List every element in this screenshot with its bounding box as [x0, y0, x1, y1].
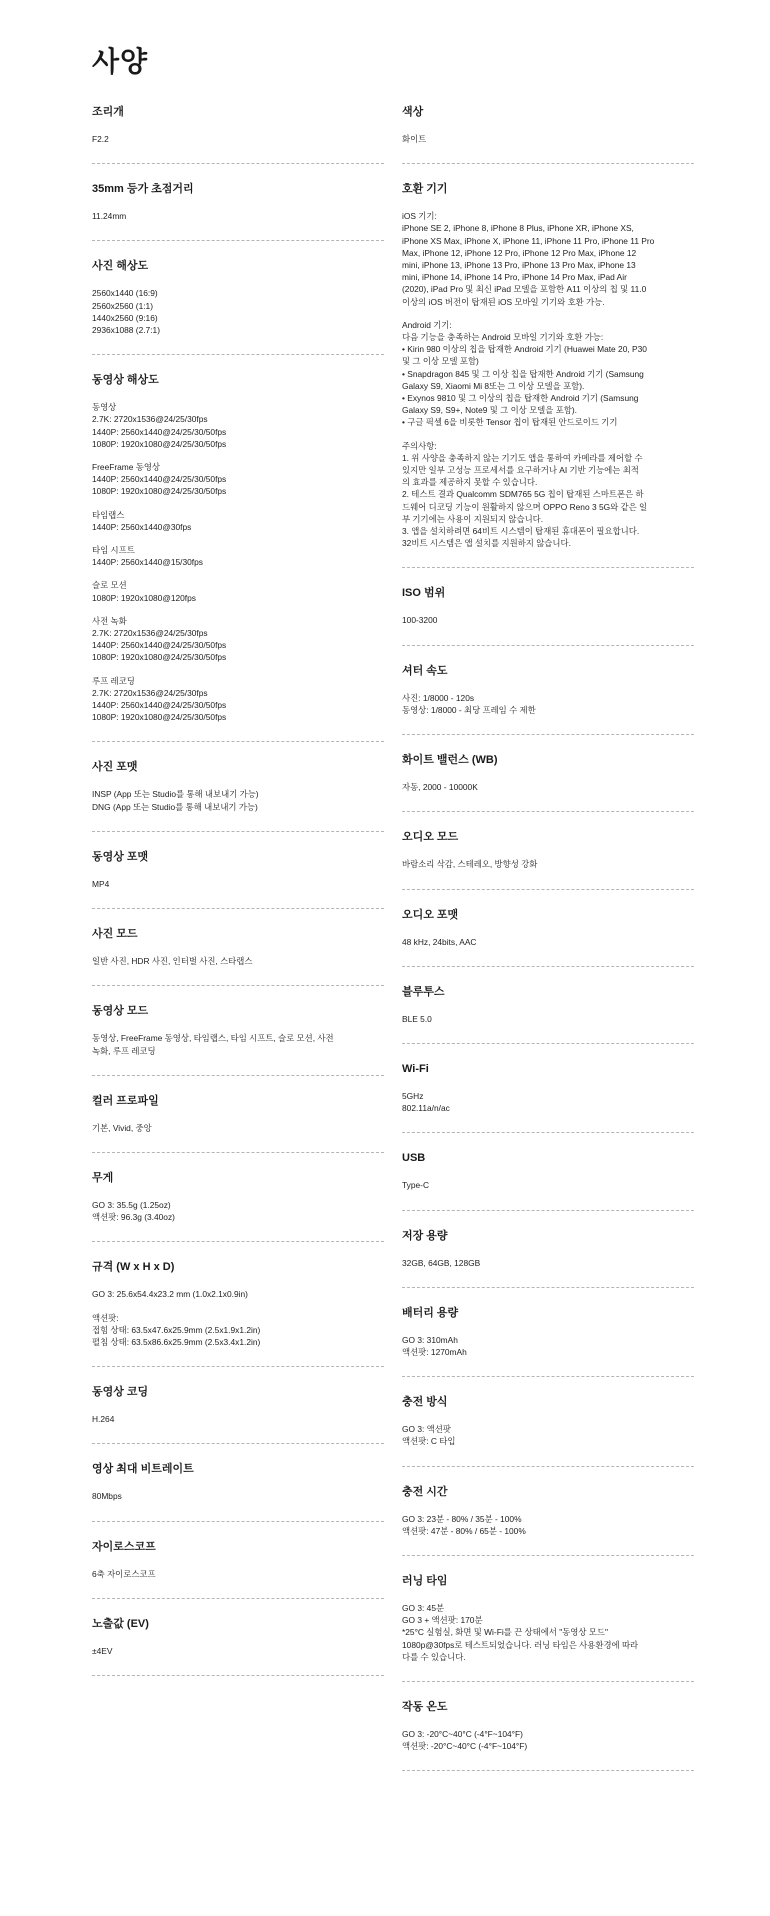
- page-title: 사양: [92, 46, 149, 77]
- spec-value-group: [92, 615, 384, 664]
- spec-value-line: 1080P: 1920x1080@24/25/30/50fps: [92, 652, 227, 663]
- spec-value-line: 액션팟: -20°C~40°C (-4°F~104°F): [402, 1741, 528, 1752]
- spec-value-group: [402, 858, 694, 870]
- spec-value-group: [402, 1602, 694, 1663]
- spec-value-line: H.264: [92, 1414, 115, 1425]
- spec-value-line: Type-C: [402, 1180, 429, 1191]
- spec-value-line: 다를 수 있습니다.: [402, 1651, 466, 1662]
- spec-item: [92, 1004, 384, 1075]
- spec-item: [402, 830, 694, 889]
- spec-value: [92, 1122, 384, 1134]
- spec-value-line: • 구글 픽셀 6을 비롯한 Tensor 칩이 탑재된 안드로이드 기기: [402, 417, 618, 428]
- spec-label: 영상 최대 비트레이트: [92, 1463, 194, 1476]
- spec-value: [92, 1199, 384, 1223]
- spec-item: [402, 1151, 694, 1210]
- spec-value-group: [92, 401, 384, 450]
- spec-label: 사진 해상도: [92, 260, 149, 273]
- spec-value-line: 5GHz: [402, 1090, 424, 1101]
- spec-item: [92, 1385, 384, 1444]
- spec-label: ISO 범위: [402, 587, 446, 600]
- spec-value-line: 주의사항:: [402, 440, 437, 451]
- spec-value-line: Max, iPhone 12, iPhone 12 Pro, iPhone 12 Pro Max, iPhone 12: [402, 247, 637, 258]
- spec-label: 오디오 포맷: [402, 908, 459, 921]
- spec-value-line: 드웨어 디코딩 기능이 원활하지 않으며 OPPO Reno 3 5G와 같은 일: [402, 501, 648, 512]
- spec-value-line: 2560x2560 (1:1): [92, 300, 153, 311]
- spec-value-line: 2936x1088 (2.7:1): [92, 325, 160, 336]
- spec-value-group: [402, 1728, 694, 1752]
- spec-label: 충전 방식: [402, 1396, 448, 1409]
- spec-value-line: GO 3: 45분: [402, 1602, 445, 1613]
- spec-value-group: [92, 955, 384, 967]
- spec-label: 충전 시간: [402, 1485, 448, 1498]
- spec-value-line: 2.7K: 2720x1536@24/25/30fps: [92, 414, 208, 425]
- spec-value-group: [92, 1122, 384, 1134]
- spec-value-group: [92, 210, 384, 222]
- spec-value: [402, 858, 694, 870]
- spec-item: [92, 1171, 384, 1242]
- spec-value-line: 부 기기에는 사용이 지원되지 않습니다.: [402, 513, 544, 524]
- spec-value-line: 1080P: 1920x1080@24/25/30/50fps: [92, 486, 227, 497]
- spec-value: [402, 1423, 694, 1447]
- spec-value-line: 자동, 2000 - 10000K: [402, 782, 478, 793]
- spec-value-group: [92, 1568, 384, 1580]
- spec-value-group: [402, 1513, 694, 1537]
- spec-item: [92, 373, 384, 742]
- spec-item: [92, 927, 384, 986]
- spec-label: 색상: [402, 106, 424, 118]
- spec-item: [402, 908, 694, 967]
- spec-value-group: [402, 692, 694, 716]
- spec-value: [92, 955, 384, 967]
- spec-value-line: 6축 자이로스코프: [92, 1568, 156, 1579]
- spec-value-group: [402, 133, 694, 145]
- spec-item: [92, 850, 384, 909]
- spec-value-line: 32GB, 64GB, 128GB: [402, 1257, 481, 1268]
- spec-value-line: iPhone SE 2, iPhone 8, iPhone 8 Plus, iPhone XR, iPhone XS,: [402, 223, 634, 234]
- spec-value-group: [92, 1288, 384, 1300]
- spec-value-group: [92, 1413, 384, 1425]
- spec-value-line: 1440P: 2560x1440@15/30fps: [92, 557, 203, 568]
- spec-value-group: [402, 210, 694, 308]
- spec-item: [402, 664, 694, 735]
- spec-value-group: [402, 781, 694, 793]
- spec-value-line: 2. 테스트 결과 Qualcomm SDM765 5G 칩이 탑재된 스마트폰은 하: [402, 489, 644, 500]
- spec-value-line: *25°C 실험실, 화면 및 Wi-Fi를 끈 상태에서 "동영상 모드": [402, 1627, 608, 1638]
- spec-value: [402, 692, 694, 716]
- spec-value-line: BLE 5.0: [402, 1013, 432, 1024]
- spec-item: [402, 586, 694, 645]
- spec-label: 동영상 포맷: [92, 850, 149, 863]
- spec-value: [402, 1179, 694, 1191]
- spec-item: [402, 105, 694, 164]
- spec-value-line: Galaxy S9, Xiaomi Mi 8또는 그 이상 모델을 포함).: [402, 380, 585, 391]
- spec-value-line: (2020), iPad Pro 및 최신 iPad 모델을 포함한 A11 이상의 칩 및 11.0: [402, 284, 647, 295]
- spec-value-line: GO 3: 310mAh: [402, 1334, 458, 1345]
- spec-value: [92, 878, 384, 890]
- spec-label: 작동 온도: [402, 1700, 448, 1713]
- spec-item: [92, 1617, 384, 1676]
- spec-item: [92, 1094, 384, 1153]
- spec-value-line: 11.24mm: [92, 211, 127, 222]
- spec-value: [92, 788, 384, 812]
- spec-value-line: • Kirin 980 이상의 칩을 탑재한 Android 기기 (Huawei Mate 20, P30: [402, 344, 647, 355]
- spec-label: 규격 (W x H x D): [92, 1261, 175, 1274]
- spec-value-line: Galaxy S9, S9+, Note9 및 그 이상 모델을 포함).: [402, 405, 577, 416]
- spec-value-line: 액션팟: C 타입: [402, 1436, 456, 1447]
- spec-item: [402, 1229, 694, 1288]
- spec-item: [92, 1462, 384, 1521]
- spec-value-group: [402, 1334, 694, 1358]
- spec-value-line: 1440P: 2560x1440@24/25/30/50fps: [92, 426, 227, 437]
- spec-value-line: 1440P: 2560x1440@30fps: [92, 521, 192, 532]
- spec-value-line: 1. 위 사양을 충족하지 않는 기기도 앱을 통하여 카메라를 제어할 수: [402, 452, 643, 463]
- spec-item: [92, 182, 384, 241]
- spec-value: [92, 1645, 384, 1657]
- spec-item: [402, 182, 694, 568]
- spec-value-group: [402, 1257, 694, 1269]
- spec-value-line: 1440P: 2560x1440@24/25/30/50fps: [92, 474, 227, 485]
- spec-value-line: iOS 기기:: [402, 211, 437, 222]
- spec-label: 동영상 해상도: [92, 374, 159, 387]
- spec-value-line: 액션팟:: [92, 1312, 119, 1323]
- spec-label: 동영상 코딩: [92, 1386, 149, 1399]
- spec-label: 자이로스코프: [92, 1540, 156, 1553]
- spec-value: [92, 287, 384, 336]
- spec-value-line: 동영상, FreeFrame 동영상, 타임랩스, 타임 시프트, 슬로 모션, 사전: [92, 1033, 334, 1044]
- spec-item: [92, 259, 384, 355]
- spec-value-line: GO 3 + 액션팟: 170분: [402, 1615, 483, 1626]
- spec-value-group: [92, 544, 384, 568]
- spec-item: [402, 1700, 694, 1771]
- spec-value: [402, 210, 694, 549]
- spec-value-line: 접힘 상태: 63.5x47.6x25.9mm (2.5x1.9x1.2in): [92, 1324, 261, 1335]
- spec-value-line: 3. 앱을 설치하려면 64비트 시스템이 탑재된 휴대폰이 필요합니다.: [402, 526, 640, 537]
- spec-value-line: 일반 사진, HDR 사진, 인터벌 사진, 스타랩스: [92, 956, 253, 967]
- spec-value: [92, 210, 384, 222]
- spec-value-line: 액션팟: 1270mAh: [402, 1346, 467, 1357]
- spec-value-group: [92, 133, 384, 145]
- spec-value: [402, 1728, 694, 1752]
- spec-value-line: 1080P: 1920x1080@24/25/30/50fps: [92, 438, 227, 449]
- spec-value-line: 바람소리 삭감, 스테레오, 방향성 강화: [402, 859, 538, 870]
- spec-value-line: 의 효과를 제공하지 못할 수 있습니다.: [402, 477, 538, 488]
- spec-value-line: • Exynos 9810 및 그 이상의 칩을 탑재한 Android 기기 (Samsung: [402, 393, 639, 404]
- spec-value: [402, 1257, 694, 1269]
- spec-value-group: [402, 1090, 694, 1114]
- spec-value: [92, 1032, 384, 1056]
- spec-value-line: 1080p@30fps로 테스트되었습니다. 러닝 타임은 사용환경에 따라: [402, 1639, 639, 1650]
- spec-value-line: Android 기기:: [402, 319, 452, 330]
- spec-value-group: [402, 936, 694, 948]
- spec-value-line: DNG (App 또는 Studio를 통해 내보내기 가능): [92, 801, 258, 812]
- spec-value: [92, 133, 384, 145]
- spec-item: [92, 1540, 384, 1599]
- spec-value-group: [402, 614, 694, 626]
- spec-value-group: [92, 1490, 384, 1502]
- spec-value: [402, 133, 694, 145]
- spec-item: [402, 985, 694, 1044]
- spec-value-line: 80Mbps: [92, 1491, 122, 1502]
- spec-label: 동영상 모드: [92, 1005, 149, 1018]
- spec-value: [402, 1090, 694, 1114]
- spec-label: 사진 모드: [92, 928, 138, 941]
- spec-value-line: GO 3: 23분 - 80% / 35분 - 100%: [402, 1513, 522, 1524]
- spec-value-line: 동영상: 1/8000 - 최당 프레임 수 제한: [402, 704, 536, 715]
- spec-value-line: INSP (App 또는 Studio를 통해 내보내기 가능): [92, 789, 259, 800]
- spec-value-line: 타임 시프트: [92, 545, 135, 556]
- spec-label: 화이트 밸런스 (WB): [402, 754, 498, 767]
- spec-value-line: • Snapdragon 845 및 그 이상 칩을 탑재한 Android 기기 (Samsung: [402, 368, 644, 379]
- spec-value-line: FreeFrame 동영상: [92, 462, 161, 473]
- spec-value-group: [92, 287, 384, 336]
- spec-value-group: [402, 319, 694, 429]
- spec-value-line: 기본, Vivid, 중앙: [92, 1122, 152, 1133]
- spec-label: 노출값 (EV): [92, 1617, 149, 1630]
- spec-value-line: F2.2: [92, 134, 109, 144]
- spec-value-line: 2560x1440 (16:9): [92, 288, 158, 299]
- spec-value-line: GO 3: 액션팟: [402, 1424, 451, 1435]
- spec-value: [92, 1568, 384, 1580]
- spec-label: 셔터 속도: [402, 664, 448, 677]
- spec-value-line: 사전 녹화: [92, 615, 127, 626]
- spec-item: [92, 760, 384, 831]
- spec-value-line: 2.7K: 2720x1536@24/25/30fps: [92, 687, 208, 698]
- spec-value-group: [92, 788, 384, 812]
- spec-item: [402, 1395, 694, 1466]
- spec-value-line: GO 3: 35.5g (1.25oz): [92, 1199, 171, 1210]
- spec-value-line: 액션팟: 96.3g (3.40oz): [92, 1212, 175, 1223]
- spec-label: 조리개: [92, 106, 124, 118]
- spec-value-group: [92, 509, 384, 533]
- spec-value-group: [92, 1199, 384, 1223]
- spec-value-line: 및 그 이상 모델 포함): [402, 356, 479, 367]
- spec-value-line: 있지만 일부 고성능 프로세서를 요구하거나 AI 기반 기능에는 최적: [402, 465, 639, 476]
- spec-value-line: iPhone XS Max, iPhone X, iPhone 11, iPhone 11 Pro, iPhone 11 Pro: [402, 235, 655, 246]
- spec-label: 저장 용량: [402, 1229, 448, 1242]
- spec-value-group: [402, 1423, 694, 1447]
- spec-column-right: [402, 105, 694, 1789]
- spec-value: [402, 614, 694, 626]
- spec-value-line: 다음 기능을 충족하는 Android 모바일 기기와 호환 가능:: [402, 332, 604, 343]
- spec-value-group: [92, 1032, 384, 1056]
- spec-value-line: 녹화, 루프 레코딩: [92, 1045, 156, 1056]
- spec-value: [92, 1288, 384, 1348]
- spec-value-line: 1440P: 2560x1440@24/25/30/50fps: [92, 640, 227, 651]
- spec-value: [92, 1413, 384, 1425]
- spec-value: [402, 1334, 694, 1358]
- spec-value-line: 이상의 iOS 버전이 탑재된 iOS 모바일 기기와 호환 가능.: [402, 296, 605, 307]
- spec-value-group: [92, 675, 384, 724]
- spec-item: [92, 105, 384, 164]
- spec-value-line: 화이트: [402, 134, 427, 144]
- spec-label: 블루투스: [402, 985, 445, 998]
- spec-value-line: ±4EV: [92, 1645, 113, 1656]
- spec-label: 호환 기기: [402, 183, 448, 196]
- spec-item: [402, 753, 694, 812]
- spec-value-group: [402, 440, 694, 550]
- spec-value-line: GO 3: 25.6x54.4x23.2 mm (1.0x2.1x0.9in): [92, 1289, 248, 1300]
- spec-label: USB: [402, 1152, 426, 1165]
- spec-value-line: 100-3200: [402, 615, 438, 626]
- spec-label: 오디오 모드: [402, 831, 459, 844]
- spec-column-left: [92, 105, 384, 1694]
- spec-label: Wi-Fi: [402, 1062, 429, 1075]
- spec-label: 35mm 등가 초점거리: [92, 183, 194, 196]
- spec-value-line: 사진: 1/8000 - 120s: [402, 692, 475, 703]
- spec-value-group: [402, 1013, 694, 1025]
- spec-item: [402, 1485, 694, 1556]
- spec-item: [402, 1062, 694, 1133]
- spec-value-line: 1440x2560 (9:16): [92, 312, 158, 323]
- spec-value-line: 타임랩스: [92, 509, 125, 520]
- spec-value-line: GO 3: -20°C~40°C (-4°F~104°F): [402, 1728, 523, 1739]
- spec-value-line: 2.7K: 2720x1536@24/25/30fps: [92, 628, 208, 639]
- spec-value-group: [92, 579, 384, 603]
- spec-value: [402, 1513, 694, 1537]
- spec-label: 배터리 용량: [402, 1306, 459, 1319]
- spec-value-line: MP4: [92, 878, 110, 889]
- spec-value-line: 동영상: [92, 402, 117, 413]
- spec-value-line: 1080P: 1920x1080@24/25/30/50fps: [92, 712, 227, 723]
- spec-value-group: [402, 1179, 694, 1191]
- spec-value-group: [92, 1312, 384, 1349]
- spec-value-line: mini, iPhone 14, iPhone 14 Pro, iPhone 14 Pro Max, iPad Air: [402, 272, 627, 283]
- spec-value-line: 액션팟: 47분 - 80% / 65분 - 100%: [402, 1525, 526, 1536]
- spec-value-line: 슬로 모션: [92, 580, 127, 591]
- spec-item: [402, 1306, 694, 1377]
- spec-value: [92, 401, 384, 723]
- spec-item: [92, 1260, 384, 1367]
- spec-value-group: [92, 878, 384, 890]
- spec-value-line: 32비트 시스템은 앱 설치를 지원하지 않습니다.: [402, 538, 571, 549]
- spec-label: 러닝 타임: [402, 1574, 448, 1587]
- spec-value: [402, 936, 694, 948]
- spec-value-group: [92, 1645, 384, 1657]
- spec-value-line: 펼침 상태: 63.5x86.6x25.9mm (2.5x3.4x1.2in): [92, 1336, 261, 1347]
- spec-value: [402, 1602, 694, 1663]
- spec-value-group: [92, 461, 384, 498]
- spec-value-line: mini, iPhone 13, iPhone 13 Pro, iPhone 13 Pro Max, iPhone 13: [402, 260, 636, 271]
- spec-value: [402, 1013, 694, 1025]
- spec-label: 무게: [92, 1171, 114, 1184]
- spec-value-line: 루프 레코딩: [92, 675, 135, 686]
- spec-value-line: 48 kHz, 24bits, AAC: [402, 936, 477, 947]
- spec-label: 컬러 프로파일: [92, 1094, 159, 1107]
- spec-value: [92, 1490, 384, 1502]
- spec-value-line: 1440P: 2560x1440@24/25/30/50fps: [92, 700, 227, 711]
- spec-value-line: 802.11a/n/ac: [402, 1103, 450, 1114]
- spec-label: 사진 포맷: [92, 761, 138, 774]
- spec-item: [402, 1574, 694, 1682]
- spec-value-line: 1080P: 1920x1080@120fps: [92, 592, 196, 603]
- spec-value: [402, 781, 694, 793]
